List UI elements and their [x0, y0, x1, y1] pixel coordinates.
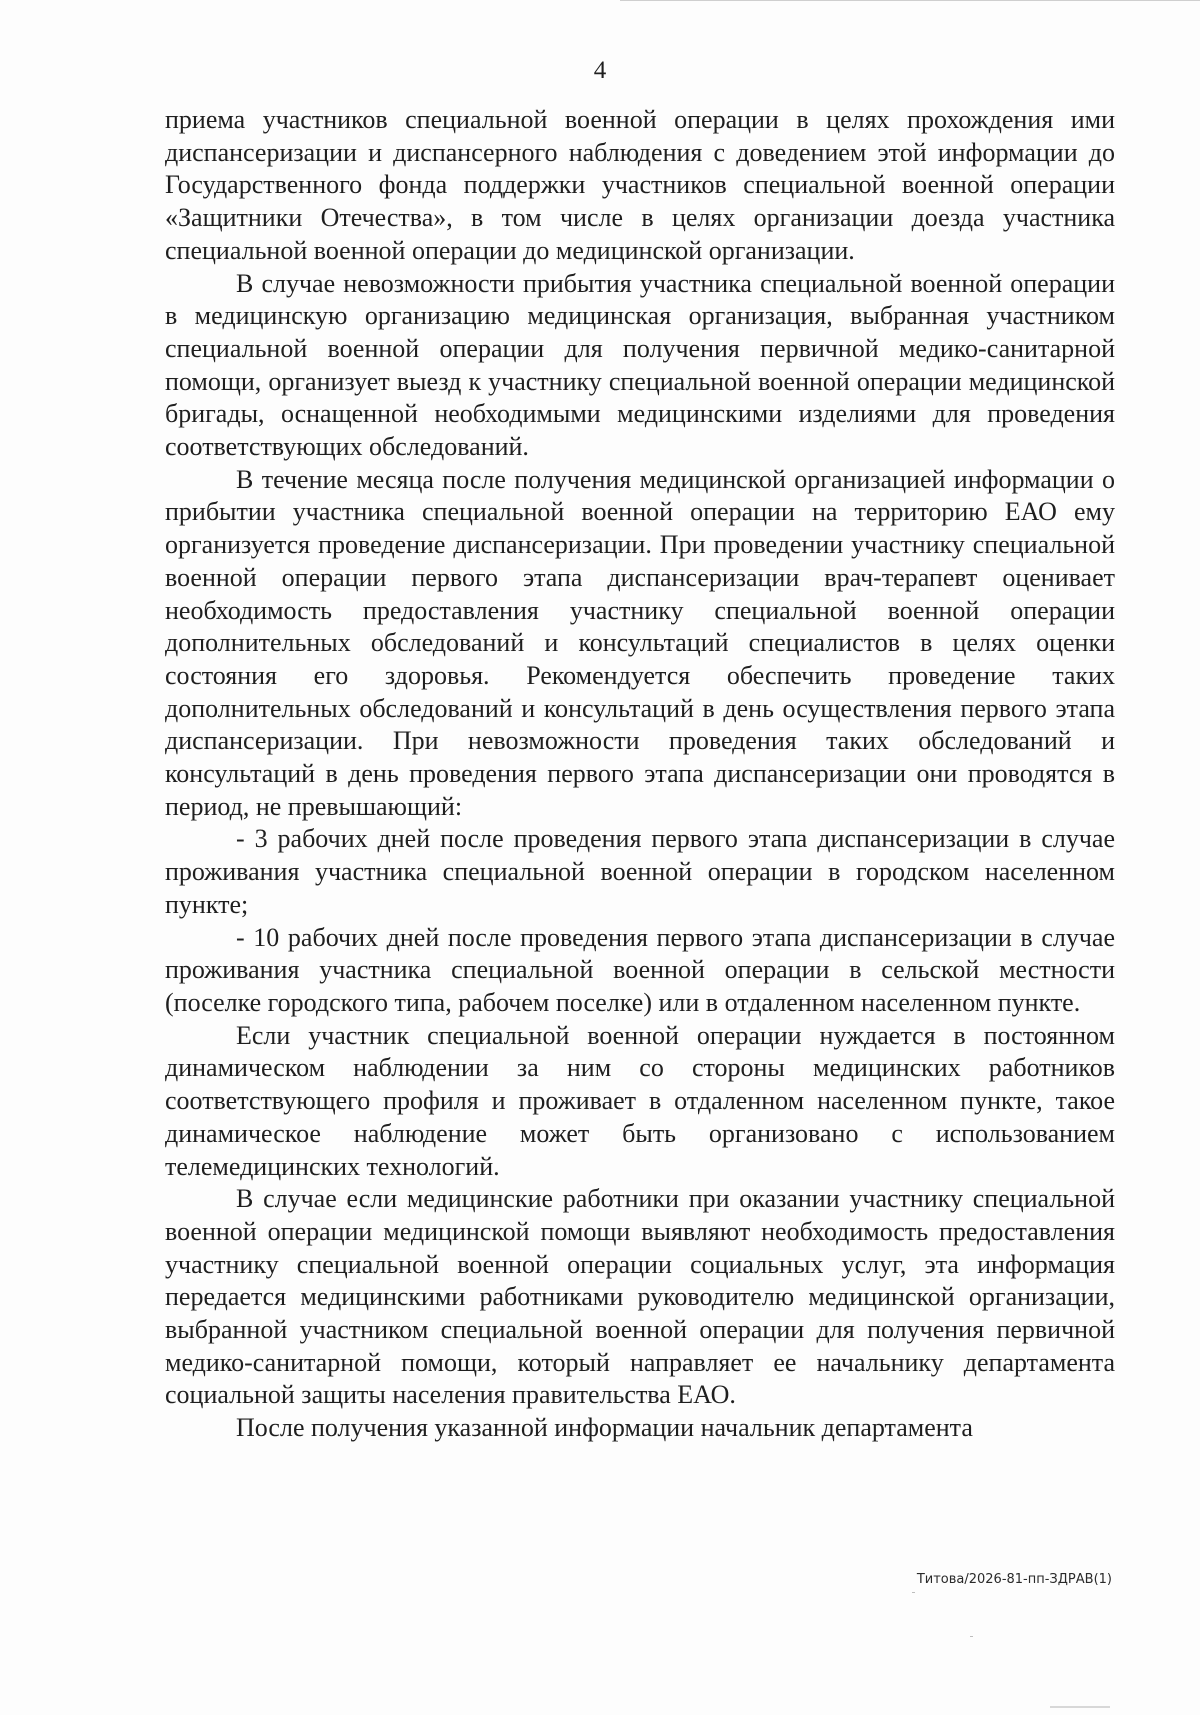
page-number: 4 — [593, 57, 607, 84]
paragraph: приема участников специальной военной операции в целях прохождения ими диспансеризации и диспансерного наблюдения с доведением этой информации до Государственного фонда поддержки участников специальной военной операции «Защитники Отечества», в том числе в целях организации доезда участника специальной военной операции до медицинской организации. — [165, 105, 1115, 265]
paragraph: После получения указанной информации начальник департамента — [236, 1413, 973, 1443]
document-body — [165, 104, 1115, 1445]
scan-artifact — [970, 1636, 973, 1637]
scan-artifact — [1050, 1706, 1110, 1708]
scan-artifact — [912, 1592, 915, 1593]
paragraph: Если участник специальной военной операции нуждается в постоянном динамическом наблюдении за ним со стороны медицинских работников соответствующего профиля и проживает в отдаленном населенном пункте, такое динамическое наблюдение может быть организовано с использованием телемедицинских технологий. — [165, 1020, 1115, 1181]
paragraph: В случае если медицинские работники при оказании участнику специальной военной операции медицинской помощи выявляют необходимость предоставления участнику специальной военной операции социальных услуг, эта информация передается медицинскими работниками руководителю медицинской организации, выбранной участником специальной военной операции для получения первичной медико-санитарной помощи, который направляет ее начальнику департамента социальной защиты населения правительства ЕАО. — [165, 1184, 1115, 1410]
document-registration-id: Титова/2026-81-пп-ЗДРАВ(1) — [916, 1572, 1112, 1587]
paragraph: В течение месяца после получения медицинской организацией информации о прибытии участника специальной военной операции на территорию ЕАО ему организуется проведение диспансеризации. При проведении участнику специальной военной операции первого этапа диспансеризации врач-терапевт оценивает необходимость предоставления участнику специальной военной операции дополнительных обследований и консультаций специалистов в целях оценки состояния его здоровья. Рекомендуется обеспечить проведение таких дополнительных обследований и консультаций в день осуществления первого этапа диспансеризации. При невозможности проведения таких обследований и консультаций в день проведения первого этапа диспансеризации они проводятся в период, не превышающий: — [165, 464, 1115, 821]
list-item: - 3 рабочих дней после проведения первого этапа диспансеризации в случае проживания участника специальной военной операции в городском населенном пункте; — [165, 824, 1115, 919]
scan-edge-line — [620, 0, 1200, 1]
list-item: - 10 рабочих дней после проведения первого этапа диспансеризации в случае проживания участника специальной военной операции в сельской местности (поселке городского типа, рабочем поселке) или в отдаленном населенном пункте. — [165, 922, 1115, 1017]
paragraph: В случае невозможности прибытия участника специальной военной операции в медицинскую организацию медицинская организация, выбранная участником специальной военной операции для получения первичной медико-санитарной помощи, организует выезд к участнику специальной военной операции медицинской бригады, оснащенной необходимыми медицинскими изделиями для проведения соответствующих обследований. — [165, 268, 1115, 462]
